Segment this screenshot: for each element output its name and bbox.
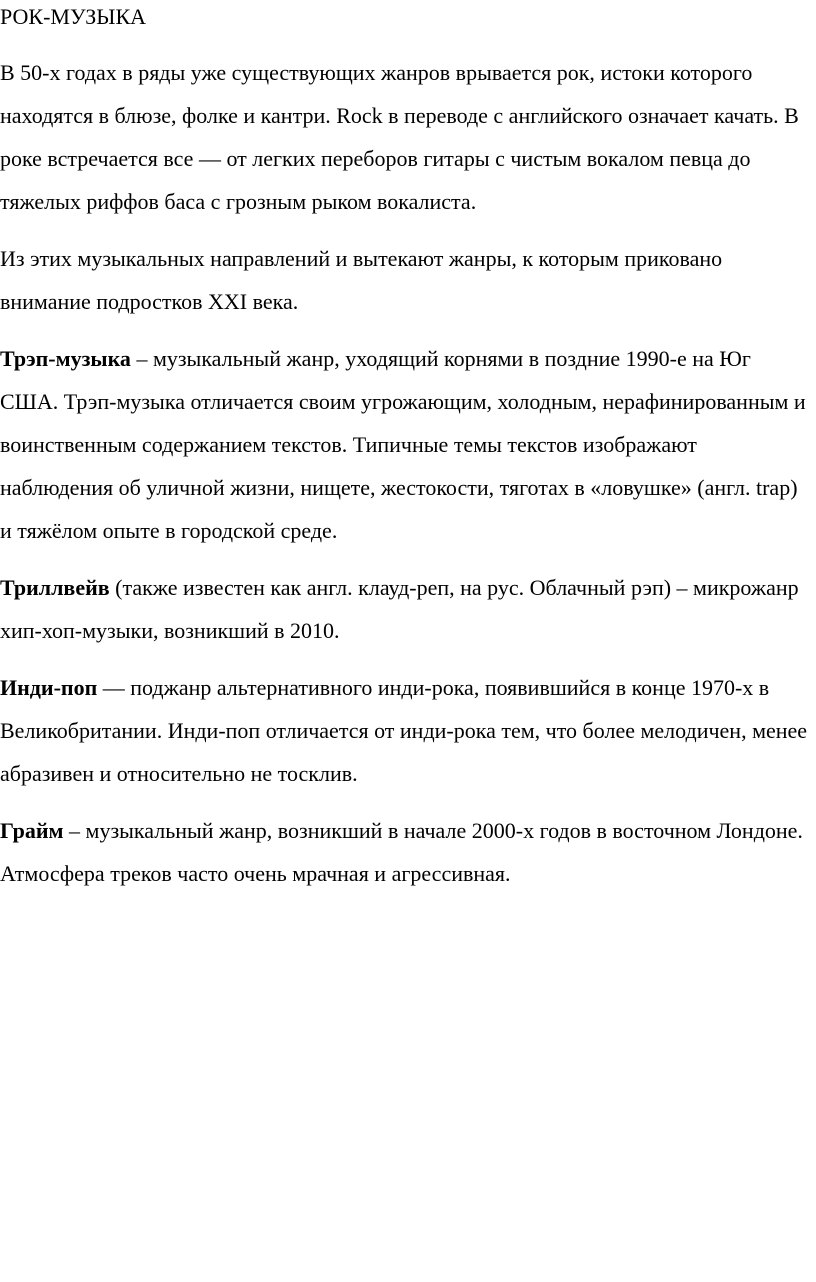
document-page: [0, 2, 812, 895]
genre-paragraph-trap: [0, 337, 812, 552]
genre-description-indie-pop: — поджанр альтернативного инди-рока, появившийся в конце 1970-х в Великобритании. Инди-поп отличается от инди-рока тем, что более мелодичен, менее абразивен и относительно не тосклив.: [0, 675, 808, 786]
genre-term-grime: Грайм: [0, 818, 64, 843]
genre-paragraph-grime: [0, 809, 812, 895]
genre-paragraph-trillwave: [0, 566, 812, 652]
genre-description-trap: – музыкальный жанр, уходящий корнями в поздние 1990-е на Юг США. Трэп-музыка отличается своим угрожающим, холодным, нерафинированным и воинственным содержанием текстов. Типичные темы текстов изображают наблюдения об уличной жизни, нищете, жестокости, тяготах в «ловушке» (англ. trap) и тяжёлом опыте в городской среде.: [0, 346, 806, 543]
genre-description-trillwave: (также известен как англ. клауд-реп, на рус. Облачный рэп) – микрожанр хип-хоп-музыки, возникший в 2010.: [0, 575, 799, 643]
document-title: РОК-МУЗЫКА: [0, 4, 147, 29]
genre-term-indie-pop: Инди-поп: [0, 675, 98, 700]
intro-paragraph: В 50-х годах в ряды уже существующих жанров врывается рок, истоки которого находятся в блюзе, фолке и кантри. Rock в переводе с английского означает качать. В роке встречается все — от легких переборов гитары с чистым вокалом певца до тяжелых риффов баса с грозным рыком вокалиста.: [0, 60, 799, 214]
genre-description-grime: – музыкальный жанр, возникший в начале 2000-х годов в восточном Лондоне. Атмосфера треков часто очень мрачная и агрессивная.: [0, 818, 803, 886]
transition-paragraph: Из этих музыкальных направлений и вытекают жанры, к которым приковано внимание подростков XXI века.: [0, 246, 723, 314]
genre-term-trillwave: Триллвейв: [0, 575, 110, 600]
genre-paragraph-indie-pop: [0, 666, 812, 795]
genre-term-trap: Трэп-музыка: [0, 346, 131, 371]
